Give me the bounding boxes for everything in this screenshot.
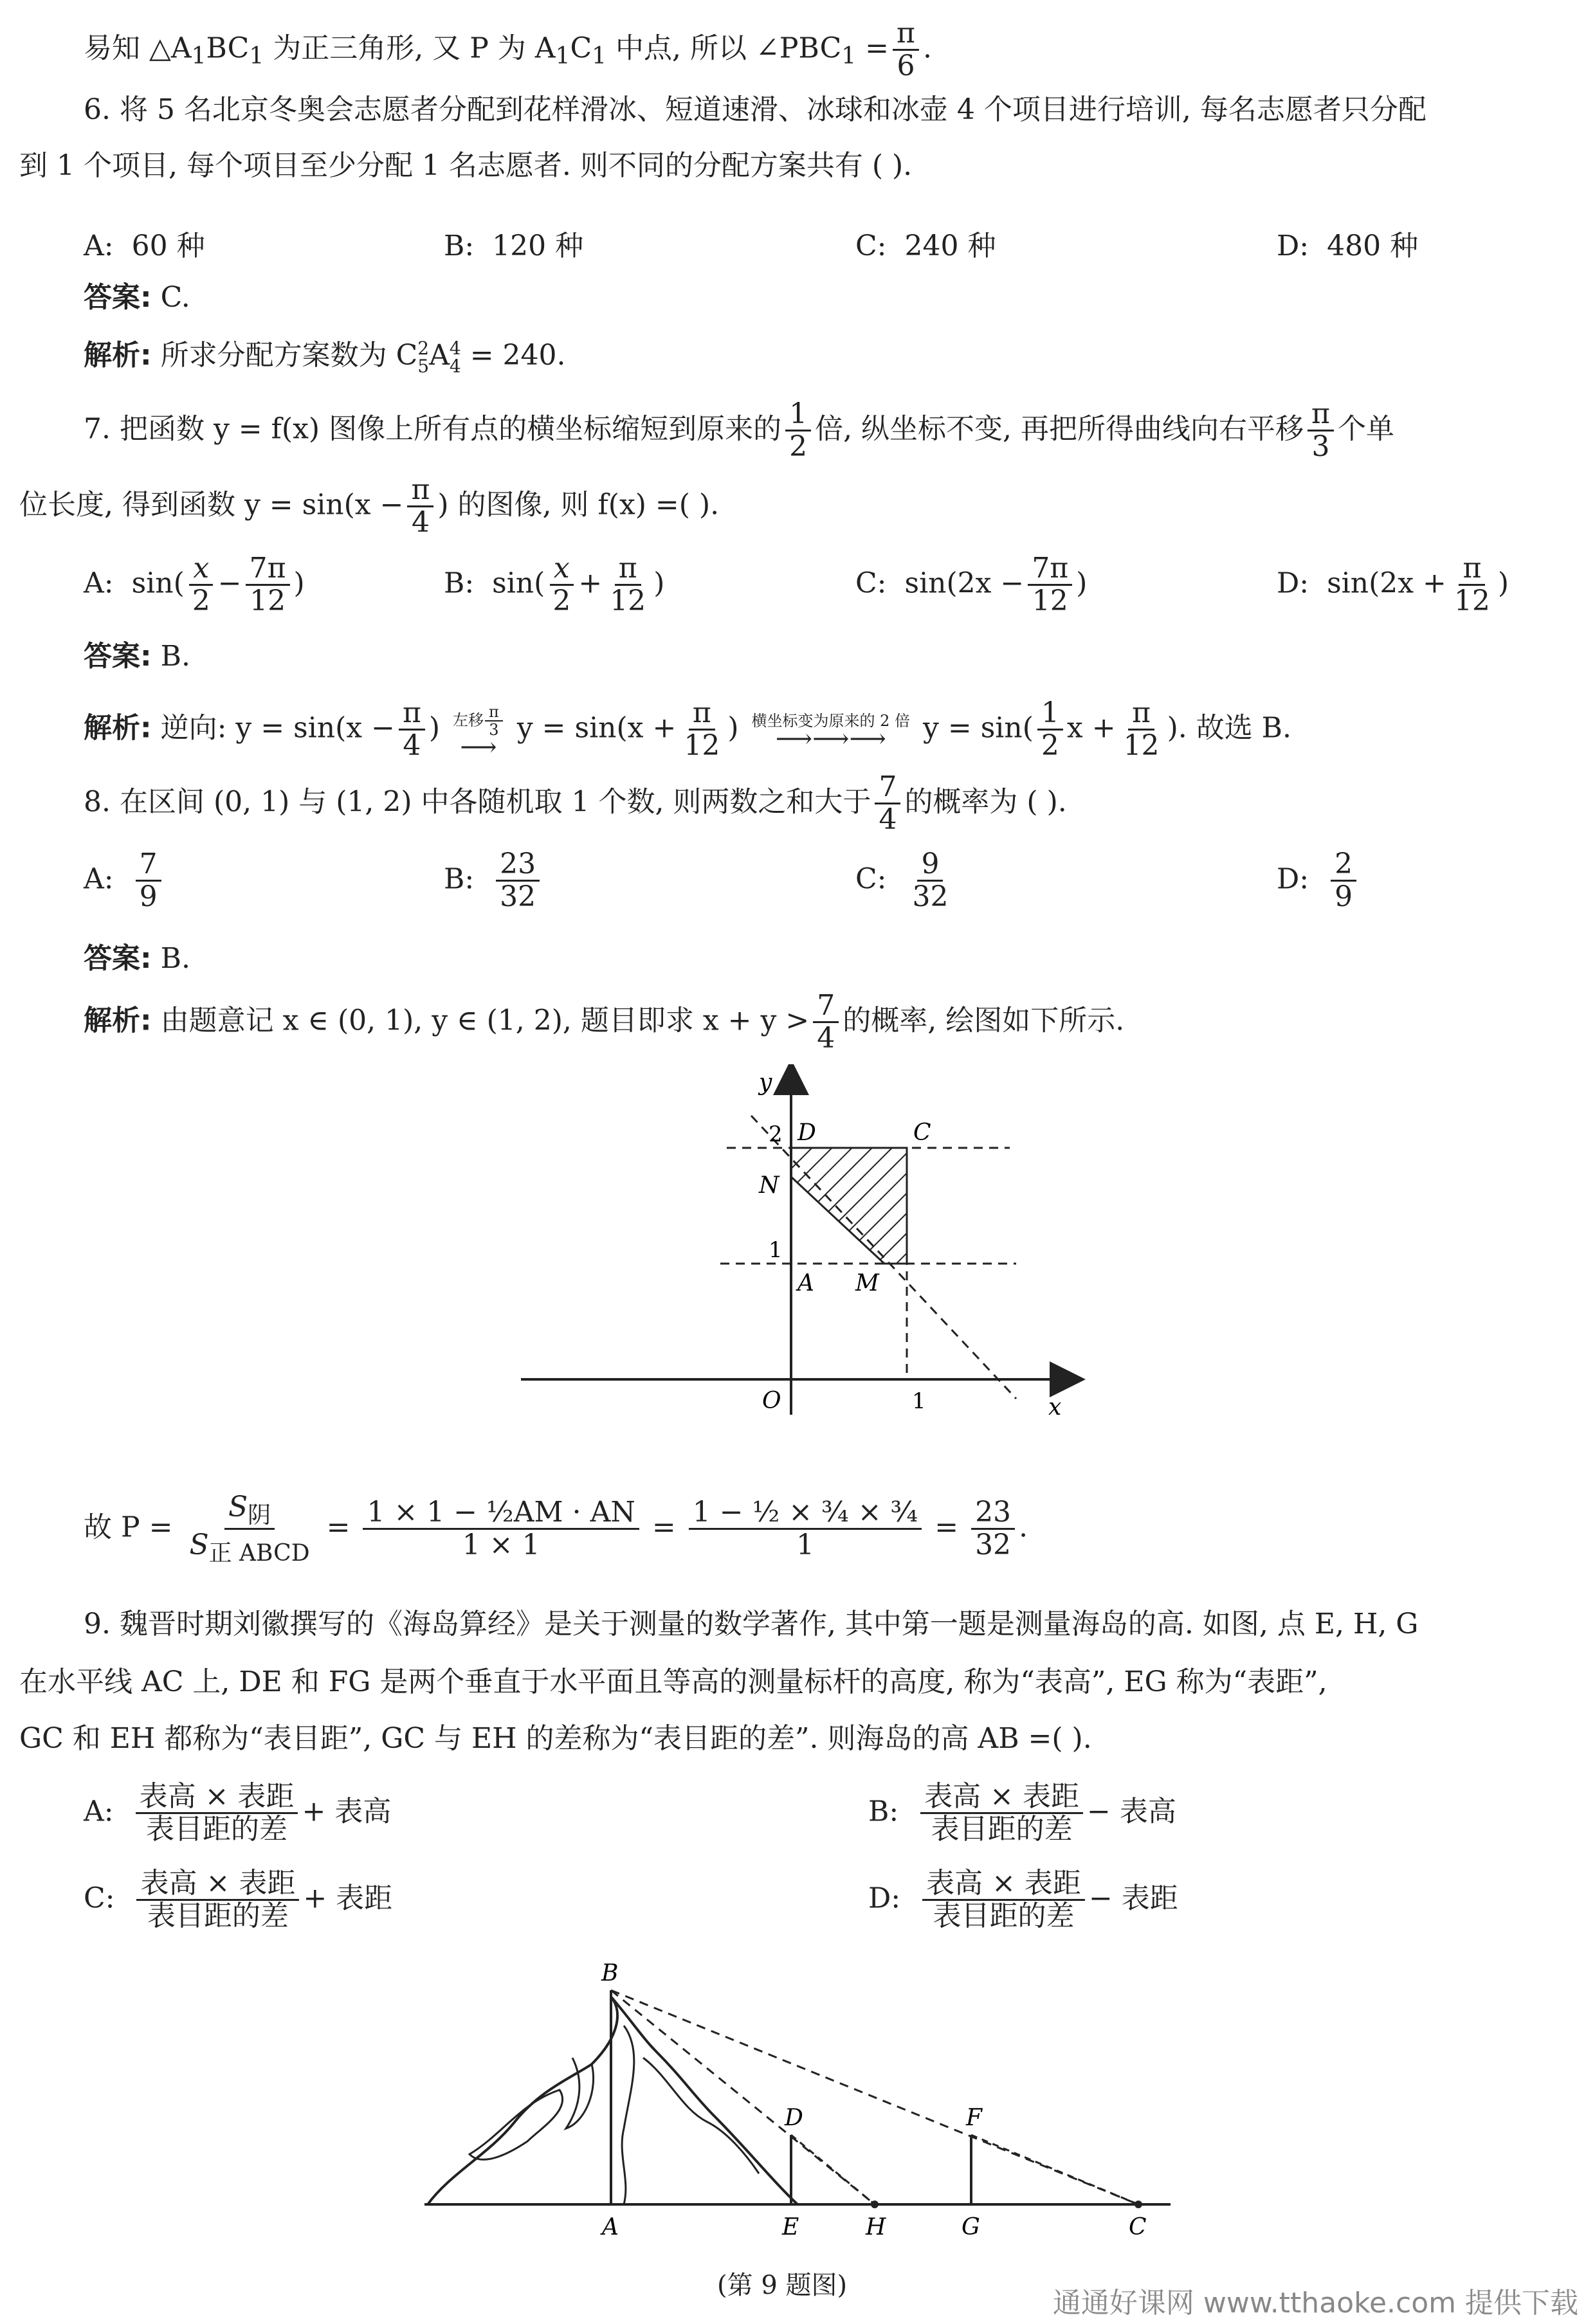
q9-caption: (第 9 题图): [717, 2271, 848, 2300]
q6-line2: 到 1 个项目, 每个项目至少分配 1 名志愿者. 则不同的分配方案共有 ( ).: [19, 149, 913, 182]
q7-option-d: D: sin(2x + $\frac{\pi}{12}$ ): [1277, 552, 1509, 618]
q6-analysis: 解析: 所求分配方案数为 C 2 5 A 4 4 = 240.: [84, 337, 566, 377]
q9-line1: 9. 魏晋时期刘徽撰写的《海岛算经》是关于测量的数学著作, 其中第一题是测量海岛的高. 如图, 点 E, H, G: [84, 1608, 1419, 1640]
q7-line1: 7. 把函数 y = f(x) 图像上所有点的横坐标缩短到原来的 $\frac{1}{2}$ 倍, 纵坐标不变, 再把所得曲线向右平移 $\frac{\pi}{3}$ 个单: [84, 397, 1394, 464]
q9-option-a: A: $\frac{\text{表高 × 表距}}{\text{表目距的差}}$ + 表高: [84, 1780, 392, 1846]
x-axis-label: x: [1048, 1394, 1062, 1421]
label-g: G: [962, 2214, 980, 2240]
shaded-region: [791, 1148, 907, 1264]
q6-option-d: D: 480 种: [1277, 230, 1419, 262]
label-f: F: [966, 2105, 982, 2131]
q8-figure: [515, 1064, 1093, 1424]
q8-option-b: B: $\frac{23}{32}$: [444, 849, 543, 913]
q8-analysis: 解析: 由题意记 x ∈ (0, 1), y ∈ (1, 2), 题目即求 x + y > $\frac{7}{4}$ 的概率, 绘图如下所示.: [84, 989, 1125, 1055]
q9-option-d: D: $\frac{\text{表高 × 表距}}{\text{表目距的差}}$ − 表距: [868, 1867, 1178, 1933]
label-a: A: [602, 2214, 619, 2240]
q8-option-c: C: $\frac{9}{32}$: [855, 848, 949, 914]
origin-label: O: [762, 1388, 781, 1414]
q8-formula: 故 P = $\frac{S_阴}{S_{正 ABCD}}$ = $\frac{\text{1 × 1 − ½AM · AN}}{1 \times 1}$ = $\frac{\text{1 − ½ × ¾ × ¾}}{1}$ = $\frac{23}{32}$ .: [84, 1491, 1028, 1567]
point-d: D: [798, 1120, 816, 1146]
tick-x1: 1: [912, 1388, 926, 1414]
label-h: H: [866, 2214, 886, 2240]
q7-option-b: B: sin( $\frac{x}{2}$ + $\frac{\pi}{12}$ ): [444, 552, 665, 618]
point-n: N: [759, 1172, 779, 1199]
q6-option-b: B: 120 种: [444, 230, 584, 262]
label-c: C: [1129, 2214, 1147, 2240]
point-m: M: [855, 1270, 879, 1296]
point-a: A: [798, 1270, 814, 1296]
q7-answer: 答案: B.: [84, 640, 190, 673]
q9-line2: 在水平线 AC 上, DE 和 FG 是两个垂直于水平面且等高的测量标杆的高度, 称为“表高”, EG 称为“表距”,: [19, 1666, 1327, 1698]
q7-analysis: 解析: 逆向: y = sin(x − $\frac{\pi}{4}$ ) 左移 $\frac{\pi}{3}$ ⟶ y = sin(x + $\frac{\pi}{12}$ ) 横坐标变为原来的 2 倍 ⟶⟶⟶ y = sin( $\frac{1}{2}$ x + $\frac{\pi}{12}$ ). 故选 B.: [84, 696, 1292, 763]
q7-line2: 位长度, 得到函数 y = sin(x − $\frac{\pi}{4}$ ) 的图像, 则 f(x) =( ).: [19, 473, 720, 540]
q9-option-c: C: $\frac{\text{表高 × 表距}}{\text{表目距的差}}$ + 表距: [84, 1867, 393, 1933]
q6-line1: 6. 将 5 名北京冬奥会志愿者分配到花样滑冰、短道速滑、冰球和冰壶 4 个项目进行培训, 每名志愿者只分配: [84, 93, 1426, 126]
footer-watermark: 通通好课网 www.tthaoke.com 提供下载: [1052, 2287, 1578, 2319]
q8-option-a: A: $\frac{7}{9}$: [84, 849, 165, 913]
q7-option-a: A: sin( $\frac{x}{2}$ − $\frac{7\pi}{12}$ ): [84, 552, 305, 618]
q6-option-c: C: 240 种: [855, 230, 996, 262]
q9-option-b: B: $\frac{\text{表高 × 表距}}{\text{表目距的差}}$ − 表高: [868, 1780, 1176, 1846]
point-c: C: [913, 1120, 931, 1146]
intro-line: 易知 $\triangle A_1BC_1$ 为正三角形, 又 P 为 $A_1C_1$ 中点, 所以 $\angle PBC_1$ = $\frac{\pi}{6}$ .: [84, 17, 932, 83]
q6-option-a: A: 60 种: [84, 230, 205, 262]
y-axis-label: y: [759, 1069, 772, 1096]
q7-option-c: C: sin(2x − $\frac{7\pi}{12}$ ): [855, 552, 1088, 618]
label-e: E: [782, 2214, 799, 2240]
q8-answer: 答案: B.: [84, 942, 190, 975]
island: [428, 1997, 798, 2204]
q6-answer: 答案: C.: [84, 281, 190, 314]
label-d: D: [785, 2105, 803, 2131]
q8-line1: 8. 在区间 (0, 1) 与 (1, 2) 中各随机取 1 个数, 则两数之和大于 $\frac{7}{4}$ 的概率为 ( ).: [84, 770, 1067, 837]
tick-y1: 1: [769, 1237, 783, 1263]
tick-y2: 2: [769, 1121, 783, 1147]
q9-line3: GC 和 EH 都称为“表目距”, GC 与 EH 的差称为“表目距的差”. 则海岛的高 AB =( ).: [19, 1722, 1092, 1755]
label-b: B: [601, 1961, 619, 1986]
q9-figure: [412, 1961, 1196, 2257]
q8-option-d: D: $\frac{2}{9}$: [1277, 849, 1360, 913]
